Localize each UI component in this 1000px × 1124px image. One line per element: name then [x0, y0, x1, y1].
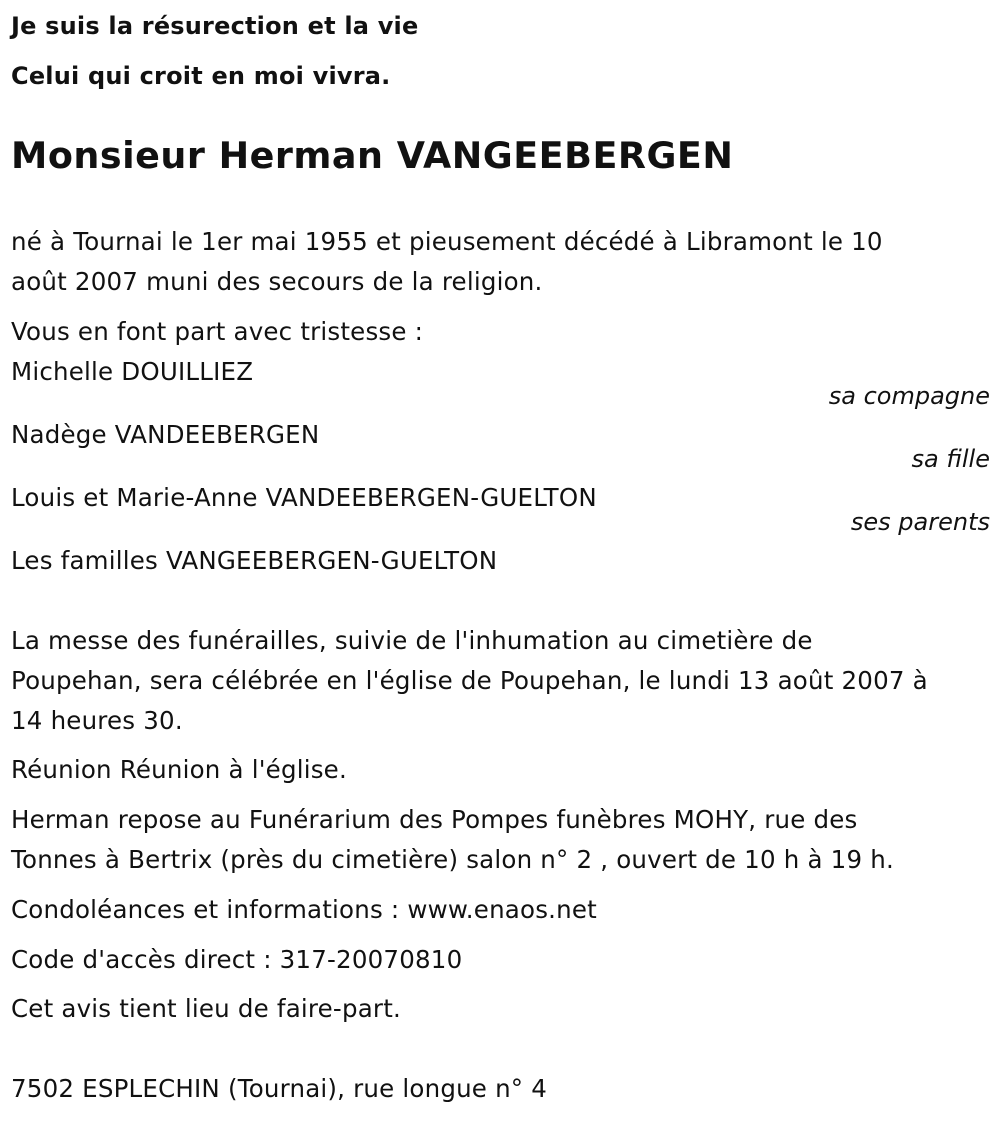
meeting-info: Réunion Réunion à l'église.	[11, 755, 347, 784]
funerarium-line-2: Tonnes à Bertrix (près du cimetière) salon n° 2 , ouvert de 10 h à 19 h.	[11, 845, 894, 874]
funerarium-line-1: Herman repose au Funérarium des Pompes funèbres MOHY, rue des	[11, 805, 858, 834]
family-member-name: Michelle DOUILLIEZ	[11, 357, 254, 386]
birth-death-line-2: août 2007 muni des secours de la religion.	[11, 267, 543, 296]
address: 7502 ESPLECHIN (Tournai), rue longue n° 4	[11, 1074, 548, 1103]
notice-text: Cet avis tient lieu de faire-part.	[11, 994, 401, 1023]
family-member-name: Les familles VANGEEBERGEN-GUELTON	[11, 546, 498, 575]
verse-line-2: Celui qui croit en moi vivra.	[11, 62, 391, 90]
family-member-relation: ses parents	[850, 508, 990, 536]
funeral-line-1: La messe des funérailles, suivie de l'inhumation au cimetière de	[11, 626, 813, 655]
funeral-line-2: Poupehan, sera célébrée en l'église de Poupehan, le lundi 13 août 2007 à	[11, 666, 928, 695]
funeral-line-3: 14 heures 30.	[11, 706, 183, 735]
condolences-info: Condoléances et informations : www.enaos.net	[11, 895, 597, 924]
access-code: Code d'accès direct : 317-20070810	[11, 945, 463, 974]
announcement-intro: Vous en font part avec tristesse :	[11, 317, 424, 346]
family-member-relation: sa compagne	[828, 382, 990, 410]
family-member-name: Nadège VANDEEBERGEN	[11, 420, 320, 449]
verse-line-1: Je suis la résurection et la vie	[11, 12, 419, 40]
family-member-name: Louis et Marie-Anne VANDEEBERGEN-GUELTON	[11, 483, 597, 512]
family-member-relation: sa fille	[911, 445, 990, 473]
birth-death-line-1: né à Tournai le 1er mai 1955 et pieusement décédé à Libramont le 10	[11, 227, 883, 256]
deceased-name: Monsieur Herman VANGEEBERGEN	[11, 134, 734, 177]
